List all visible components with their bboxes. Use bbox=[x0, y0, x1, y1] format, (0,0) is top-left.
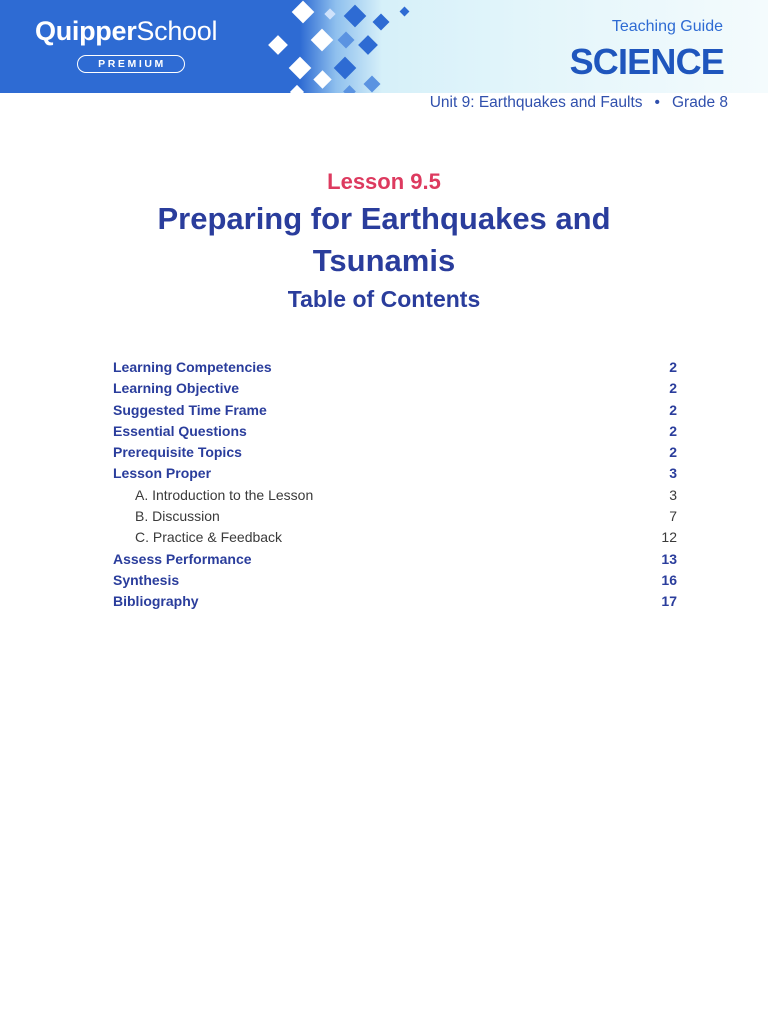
toc-heading: Table of Contents bbox=[287, 286, 481, 312]
diamond-shape bbox=[400, 7, 410, 17]
toc-page-number: 2 bbox=[669, 359, 677, 375]
toc-page-number: 13 bbox=[661, 550, 677, 567]
diamond-shape bbox=[292, 1, 315, 24]
logo-wordmark-light: School bbox=[136, 16, 218, 46]
toc-entry-label: Lesson Proper bbox=[113, 465, 212, 482]
toc-subentry[interactable] bbox=[113, 485, 677, 506]
toc-page-number: 3 bbox=[669, 486, 677, 503]
toc-page-number: 12 bbox=[661, 529, 677, 546]
toc-subentry-label: C. Practice & Feedback bbox=[135, 529, 283, 546]
toc-entry-label: Learning Competencies bbox=[113, 359, 272, 375]
lesson-title: Preparing for Earthquakes and Tsunamis bbox=[157, 201, 611, 278]
diamond-shape bbox=[290, 85, 304, 93]
toc-entry[interactable] bbox=[113, 549, 677, 570]
toc-page-number: 7 bbox=[669, 508, 677, 525]
diamond-shape bbox=[313, 70, 331, 88]
toc-page-number: 17 bbox=[661, 593, 677, 610]
toc-entry-label: Synthesis bbox=[113, 571, 180, 588]
diamond-shape bbox=[373, 14, 390, 31]
toc-page-number: 2 bbox=[669, 401, 677, 418]
toc-entry-label: Learning Objective bbox=[113, 380, 240, 397]
toc-entry[interactable] bbox=[113, 570, 677, 591]
toc-entry[interactable] bbox=[113, 421, 677, 442]
quipper-school-logo bbox=[35, 14, 217, 48]
toc-subentry[interactable] bbox=[113, 506, 677, 527]
toc-entry-label: Essential Questions bbox=[113, 422, 247, 439]
toc-entry-label: Assess Performance bbox=[113, 550, 252, 567]
toc-page-number: 2 bbox=[669, 444, 677, 461]
toc-entry[interactable] bbox=[113, 442, 677, 463]
toc-entry[interactable] bbox=[113, 591, 677, 612]
toc-entry-label: Prerequisite Topics bbox=[113, 444, 242, 461]
unit-grade-line bbox=[430, 93, 728, 113]
toc-entry-label: Suggested Time Frame bbox=[113, 401, 267, 418]
table-of-contents bbox=[113, 357, 677, 613]
toc-page-number: 2 bbox=[669, 422, 677, 439]
toc-page-number: 2 bbox=[669, 380, 677, 397]
toc-page-number: 16 bbox=[661, 571, 677, 588]
toc-page-number: 3 bbox=[669, 465, 677, 482]
diamond-shape bbox=[358, 35, 378, 55]
toc-entry-label: Bibliography bbox=[113, 593, 199, 610]
diamond-shape bbox=[344, 5, 367, 28]
diamond-shape bbox=[343, 85, 356, 93]
grade-label: Grade 8 bbox=[671, 94, 728, 111]
lesson-number: Lesson 9.5 bbox=[327, 169, 441, 194]
diamond-shape bbox=[268, 35, 288, 55]
toc-subentry-label: B. Discussion bbox=[135, 508, 220, 525]
diamond-shape bbox=[289, 57, 312, 80]
diamond-shape bbox=[338, 32, 355, 49]
toc-entry[interactable] bbox=[113, 400, 677, 421]
diamond-shape bbox=[334, 57, 357, 80]
bullet-separator: • bbox=[654, 94, 660, 111]
subject-title: SCIENCE bbox=[569, 41, 724, 82]
header-banner bbox=[0, 0, 768, 93]
toc-subentry[interactable] bbox=[113, 527, 677, 548]
logo-wordmark-bold: Quipper bbox=[35, 16, 137, 46]
toc-entry[interactable] bbox=[113, 357, 677, 378]
premium-badge: PREMIUM bbox=[77, 55, 185, 73]
diamond-shape bbox=[364, 76, 381, 93]
toc-subentry-label: A. Introduction to the Lesson bbox=[135, 486, 314, 503]
toc-entry[interactable] bbox=[113, 378, 677, 399]
toc-entry[interactable] bbox=[113, 463, 677, 484]
guide-type-label: Teaching Guide bbox=[611, 18, 723, 35]
diamond-shape bbox=[311, 29, 334, 52]
unit-label: Unit 9: Earthquakes and Faults bbox=[429, 94, 643, 111]
diamond-shape bbox=[324, 8, 335, 19]
